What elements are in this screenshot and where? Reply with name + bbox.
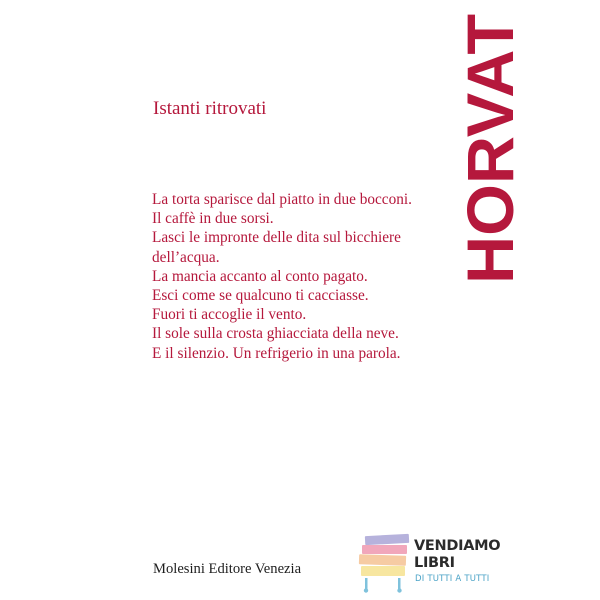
badge-line-1: VENDIAMO xyxy=(414,538,501,554)
publisher-name: Molesini Editore Venezia xyxy=(153,561,302,577)
author-name xyxy=(453,12,527,286)
poem-line: Esci come se qualcuno ti cacciasse. xyxy=(152,287,369,305)
poem-line: dell’acqua. xyxy=(152,248,220,266)
vendiamo-libri-badge xyxy=(356,532,501,594)
poem-line: La mancia accanto al conto pagato. xyxy=(152,267,368,285)
book-title: Istanti ritrovati xyxy=(153,98,267,119)
poem-excerpt xyxy=(152,190,412,363)
badge-line-2: LIBRI xyxy=(414,555,455,571)
poem-line: Lasci le impronte delle dita sul bicchiere xyxy=(152,229,401,247)
poem-line: E il silenzio. Un refrigerio in una parola. xyxy=(152,344,401,362)
author-name-text: HORVAT xyxy=(453,16,527,284)
stacked-books-icon xyxy=(356,532,412,594)
poem-line: Il caffè in due sorsi. xyxy=(152,210,274,228)
author-name-vertical xyxy=(453,12,527,286)
badge-tagline: DI TUTTI A TUTTI xyxy=(415,574,490,584)
poem-line: Fuori ti accoglie il vento. xyxy=(152,306,307,324)
poem-line: Il sole sulla crosta ghiacciata della neve. xyxy=(152,325,399,343)
poem-line: La torta sparisce dal piatto in due bocconi. xyxy=(152,191,412,208)
